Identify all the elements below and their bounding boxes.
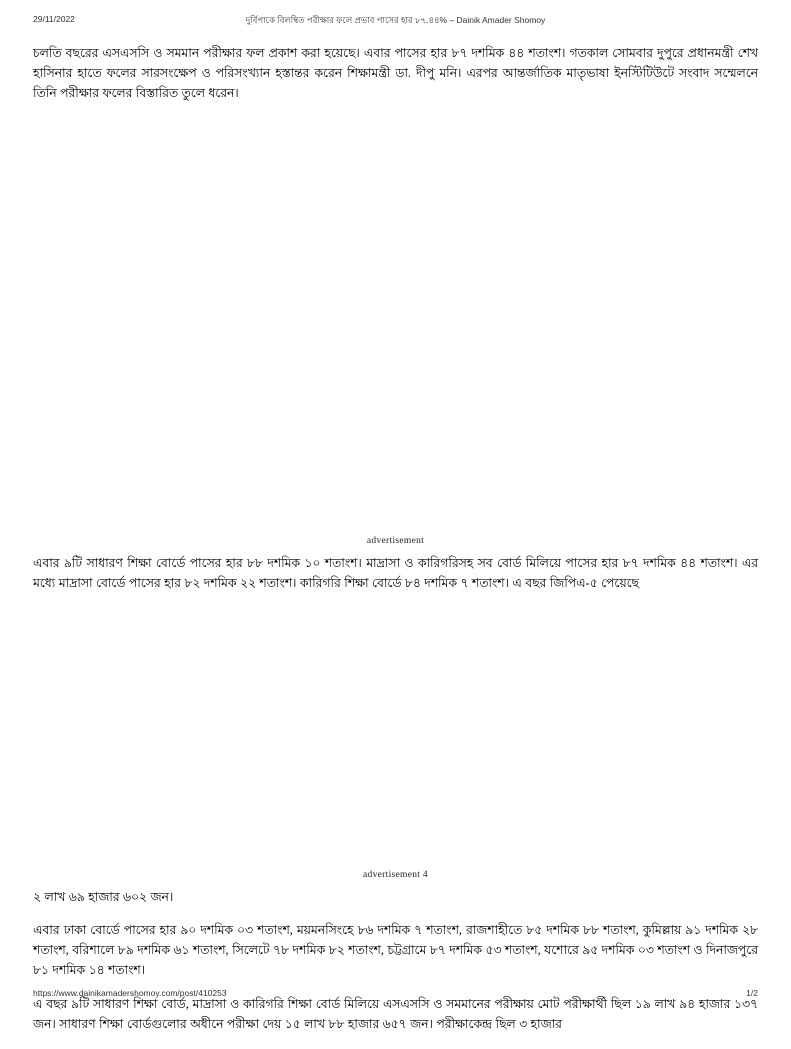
article-paragraph: এবার ৯টি সাধারণ শিক্ষা বোর্ডে পাসের হার ৮৮ দশমিক ১০ শতাংশ। মাদ্রাসা ও কারিগরিসহ সব বোর্ড মিলিয়ে পাসের হার ৮৭ দশমিক ৪৪ শতাংশ। এর মধ্যে মাদ্রাসা বোর্ডে পাসের হার ৮২ দশমিক ২২ শতাংশ। কারিগরি শিক্ষা বোর্ডে ৮৪ দশমিক ৭ শতাংশ। এ বছর জিপিএ-৫ পেয়েছে (33, 555, 758, 590)
page-header (0, 14, 791, 30)
article-paragraph: ২ লাখ ৬৯ হাজার ৬০২ জন। (33, 889, 174, 904)
advertisement-label-1: advertisement (366, 535, 425, 546)
article-paragraph: এ বছর ৯টি সাধারণ শিক্ষা বোর্ড, মাদ্রাসা ও কারিগরি শিক্ষা বোর্ড মিলিয়ে এসএসসি ও সমমানের পরীক্ষায় মোট পরীক্ষার্থী ছিল ১৯ লাখ ৯৪ হাজার ১৩৭ জন। সাধারণ শিক্ষা বোর্ডগুলোর অধীনে পরীক্ষা দেয় ১৫ লাখ ৮৮ হাজার ৬৫৭ জন। পরীক্ষাকেন্দ্র ছিল ৩ হাজার (33, 997, 758, 1032)
article-paragraph: এবার ঢাকা বোর্ডে পাসের হার ৯০ দশমিক ০৩ শতাংশ, ময়মনসিংহে ৮৬ দশমিক ৭ শতাংশ, রাজশাহীতে ৮৫ দশমিক ৮৮ শতাংশ, কুমিল্লায় ৯১ দশমিক ২৮ শতাংশ, বরিশালে ৮৯ দশমিক ৬১ শতাংশ, সিলেটে ৭৮ দশমিক ৮২ শতাংশ, চট্টগ্রামে ৮৭ দশমিক ৫৩ শতাংশ, যশোরে ৯৫ দশমিক ০৩ শতাংশ ও দিনাজপুরে ৮১ দশমিক ১৪ শতাংশ। (33, 923, 758, 978)
advertisement-label-2: advertisement 4 (363, 869, 428, 880)
header-title: দুর্বিপাকে বিলম্বিত পরীক্ষার ফলে প্রভাব পাসের হার ৮৭.৪৪% – Dainik Amader Shomoy (245, 15, 546, 25)
page-footer (0, 988, 791, 1002)
header-date: 29/11/2022 (33, 14, 75, 24)
footer-page-number: 1/2 (746, 988, 758, 998)
footer-source-url[interactable]: https://www.dainikamadershomoy.com/post/410253 (33, 988, 227, 998)
advertisement-slot-2 (33, 608, 758, 888)
advertisement-slot-1 (33, 118, 758, 554)
article-paragraph: চলতি বছরের এসএসসি ও সমমান পরীক্ষার ফল প্রকাশ করা হয়েছে। এবার পাসের হার ৮৭ দশমিক ৪৪ শতাংশ। গতকাল সোমবার দুপুরে প্রধানমন্ত্রী শেখ হাসিনার হাতে ফলের সারসংক্ষেপ ও পরিসংখ্যান হস্তান্তর করেন শিক্ষামন্ত্রী ডা. দীপু মনি। এরপর আন্তর্জাতিক মাতৃভাষা ইনস্টিটিউটে সংবাদ সম্মেলনে তিনি পরীক্ষার ফলের বিস্তারিত তুলে ধরেন। (33, 46, 758, 100)
article-content (33, 44, 758, 1049)
